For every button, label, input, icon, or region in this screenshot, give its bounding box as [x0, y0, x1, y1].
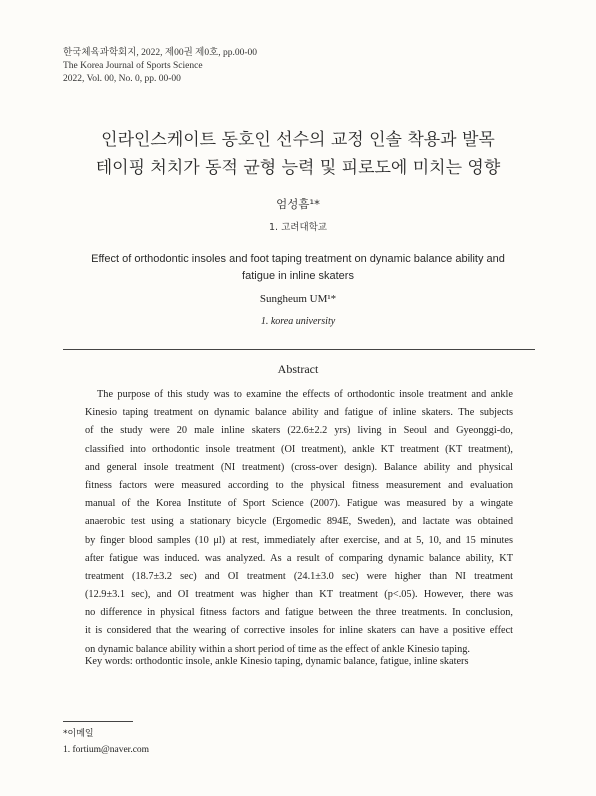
abstract-line: of the study were 20 male inline skaters (22.6±2.2 yrs) living in Seoul and Gyeonggi-do, [85, 425, 513, 437]
author-en: Sungheum UM¹* [259, 293, 337, 305]
journal-citation-ko: 한국체육과학회지, 2022, 제00권 제0호, pp.00-00 [63, 48, 258, 58]
abstract-line: after fatigue was induced. was analyzed. As a result of comparing dynamic balance ability, KT [85, 552, 513, 564]
footnote-divider [63, 721, 133, 722]
abstract-line: no difference in physical fitness factors and fatigue between the three treatments. In conclusion, [85, 607, 513, 619]
paper-title-ko [0, 126, 596, 182]
abstract-line: The purpose of this study was to examine the effects of orthodontic insole treatment and ankle [97, 389, 513, 400]
footnote [63, 726, 149, 758]
section-divider [63, 349, 535, 350]
journal-header [63, 47, 257, 86]
abstract-line: and general insole treatment (NI treatment) (cross-over design). Balance ability and physical [85, 461, 513, 473]
abstract-line: it is considered that the wearing of corrective insoles for inline skaters can have a positive effect [85, 625, 513, 637]
journal-citation-en: 2022, Vol. 00, No. 0, pp. 00-00 [63, 74, 181, 84]
abstract-line: (12.9±3.1 sec), and OI treatment was higher than KT treatment (p<.05). However, there was [85, 589, 513, 601]
paper-title-en: Effect of orthodontic insoles and foot taping treatment on dynamic balance ability and fatigue in inline skaters [91, 253, 505, 282]
abstract-line: anaerobic test using a stationary bicycle (Ergomedic 894E, Sweden), and lactate was obtained [85, 516, 513, 528]
keywords: Key words: orthodontic insole, ankle Kinesio taping, dynamic balance, fatigue, inline skaters [85, 656, 469, 667]
footnote-label: *이메일 [63, 729, 94, 739]
journal-name-en: The Korea Journal of Sports Science [63, 61, 203, 71]
abstract-line: on dynamic balance ability within a short period of time as the effect of ankle Kinesio taping. [85, 643, 470, 655]
abstract-body [85, 386, 513, 659]
abstract-line: by finger blood samples (10 μl) at rest, immediately after exercise, and at 5, 10, and 15 minutes [85, 534, 513, 546]
affiliation-ko: 1. 고려대학교 [269, 222, 327, 233]
affiliation-en: 1. korea university [260, 316, 336, 327]
abstract-line: manual of the Korea Institute of Sport Science (2007). Fatigue was measured by a wingate [85, 498, 513, 510]
title-ko-line-2: 테이핑 처치가 동적 균형 능력 및 피로도에 미치는 영향 [95, 158, 501, 178]
author-ko: 엄성흠¹* [276, 197, 320, 211]
abstract-line: fitness factors were measured according to the physical fitness measurement and evaluation [85, 479, 513, 491]
abstract-line: treatment (18.7±3.2 sec) and OI treatment (24.1±3.0 sec) were higher than NI treatment [85, 570, 513, 582]
abstract-line: classified into orthodontic insole treatment (OI treatment), ankle KT treatment (KT treatment), [85, 443, 513, 455]
abstract-line: Kinesio taping treatment on dynamic balance ability and fatigue of inline skaters. The subjects [85, 407, 513, 419]
abstract-heading: Abstract [277, 362, 319, 376]
footnote-email: 1. fortium@naver.com [63, 745, 150, 755]
title-ko-line-1: 인라인스케이트 동호인 선수의 교정 인솔 착용과 발목 [101, 130, 495, 150]
